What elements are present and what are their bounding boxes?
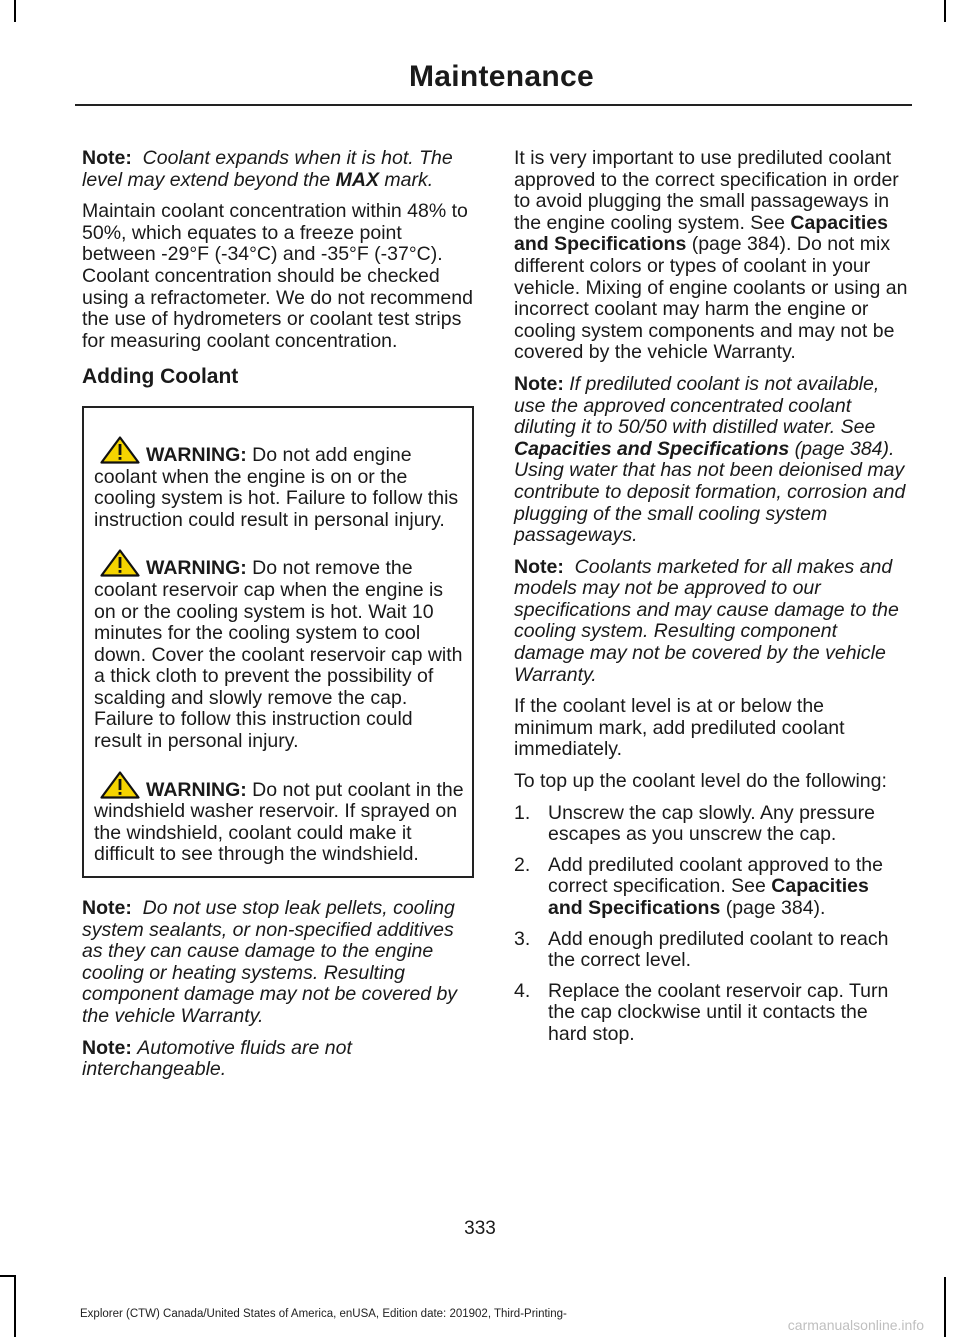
watermark: carmanualsonline.info: [787, 1317, 924, 1333]
warning-box: [82, 406, 474, 878]
warning-triangle-icon: [100, 436, 140, 464]
crop-mark-top-right: [944, 0, 946, 22]
link-capacities[interactable]: Capacities and Specifications: [514, 211, 888, 256]
paragraph-concentration: Maintain coolant concentration within 48% to 50%, which equates to a freeze point between -29°F (-34°C) and -35°F (-37°C). Coolant concentration should be checked using a refractometer. We do not recommend the use of hydrometers or coolant test strips for measuring coolant concentration.: [82, 200, 473, 352]
paragraph-prediluted: It is very important to use prediluted coolant approved to the correct specification in order to avoid plugging the small passageways in the engine cooling system. See Capacities and Specifications (page 384). Do not mix different colors or types of coolant in your vehicle. Mixing of engine coolants or using an incorrect coolant may harm the engine or cooling system components and may not be covered by the vehicle Warranty.: [514, 147, 908, 364]
warning-triangle-icon: [100, 771, 140, 799]
page-title: Maintenance: [408, 60, 594, 93]
crop-mark-bottom-left: [14, 1277, 16, 1337]
page-number: 333: [464, 1218, 496, 1239]
right-column: [514, 148, 908, 1055]
warning-item: WARNING: Do not remove the coolant reservoir cap when the engine is on or the cooling system is hot. Wait 10 minutes for the cooling system to cool down. Cover the coolant reservoir cap with a thick cloth to prevent the possibility of scalding and slowly remove the cap. Failure to follow this instruction could result in personal injury.: [94, 549, 464, 752]
list-item: 2. Add prediluted coolant approved to the correct specification. See Capacities and Specifications (page 384).: [514, 853, 883, 919]
left-column: [82, 148, 474, 1091]
warning-triangle-icon: [100, 549, 140, 577]
link-capacities[interactable]: Capacities and Specifications: [548, 875, 869, 919]
list-item: 3. Add enough prediluted coolant to reach the correct level.: [514, 927, 889, 972]
paragraph-minimum-mark: If the coolant level is at or below the minimum mark, add prediluted coolant immediately.: [514, 695, 845, 761]
warning-item: WARNING: Do not put coolant in the windshield washer reservoir. If sprayed on the windshield, coolant could make it difficult to see through the windshield.: [94, 771, 464, 866]
paragraph-top-up: To top up the coolant level do the following:: [514, 770, 887, 793]
crop-mark-top-left: [14, 0, 16, 22]
edition-footer: Explorer (CTW) Canada/United States of America, enUSA, Edition date: 201902, Third-Printing-: [80, 1308, 567, 1320]
warning-item: WARNING: Do not add engine coolant when the engine is on or the cooling system is hot. Failure to follow this instruction could result in personal injury.: [94, 436, 464, 531]
crop-mark-bottom-left-h: [0, 1275, 16, 1277]
note-marketed-coolants: Note: Coolants marketed for all makes and models may not be approved to our specifications and may cause damage to the cooling system. Resulting component damage may not be covered by the vehicle Warranty.: [514, 555, 899, 686]
crop-mark-bottom-right: [944, 1277, 946, 1337]
steps-list: [514, 803, 908, 1046]
note-fluids: Note: Automotive fluids are not interchangeable.: [82, 1036, 352, 1081]
note-concentrated: Note: If prediluted coolant is not available, use the approved concentrated coolant diluting it to 50/50 with distilled water. See Capacities and Specifications (page 384). Using water that has not been deionised may contribute to deposit formation, corrosion and plugging of the small cooling system passageways.: [514, 372, 906, 547]
link-capacities[interactable]: Capacities and Specifications: [514, 437, 790, 460]
list-item: 1. Unscrew the cap slowly. Any pressure escapes as you unscrew the cap.: [514, 801, 875, 846]
note-coolant-expands: Note: Coolant expands when it is hot. The level may extend beyond the MAX mark.: [82, 147, 453, 191]
note-stop-leak: Note: Do not use stop leak pellets, cooling system sealants, or non-specified additives as they can cause damage to the engine cooling or heating systems. Resulting component damage may not be covered by the vehicle Warranty.: [82, 897, 458, 1027]
list-item: 4. Replace the coolant reservoir cap. Turn the cap clockwise until it contacts the hard stop.: [514, 979, 889, 1045]
section-heading-adding-coolant: Adding Coolant: [82, 365, 239, 389]
header-divider: [75, 104, 912, 106]
